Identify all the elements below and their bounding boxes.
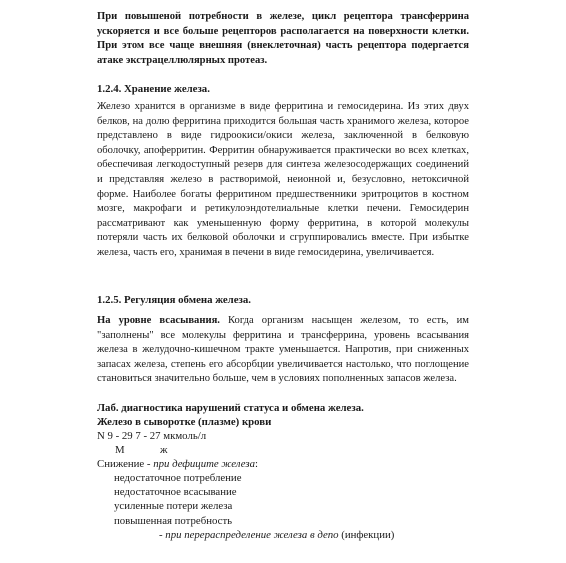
redistribution-text: при перераспределение железа в депо [165,529,339,541]
lab-sex-male: М [115,444,125,456]
lab-subtitle: Железо в сыворотке (плазме) крови [97,416,272,428]
regulation-lead: На уровне всасывания. [97,315,220,326]
cause-item: недостаточное потребление [114,472,242,484]
lab-decrease-line [97,457,258,471]
decrease-colon: : [255,458,259,470]
intro-paragraph: При повышеной потребности в железе, цикл рецептора трансферрина ускоряется и все больше рецепторов располагается на поверхности клетки. При этом все чаще внешняя (внеклеточная) часть рецептора подергается атаке экстрацеллюлярных протеаз. [97,11,469,66]
section-storage-body: Железо хранится в организме в виде ферритина и гемосидерина. Из этих двух белков, на долю ферритина приходится большая часть хранимого железа, которое представлено в виде гидроокиси/окиси железа, заключенной в белковую оболочку, апоферритин. Ферритин обнаруживается практически во всех клетках, обеспечивая легкодоступный резерв для синтеза железосодержащих соединений и представляя железо в растворимой, неионной и, безусловно, нетоксичной форме. Наиболее богаты ферритином предшественники эритроцитов в костном мозге, макрофаги и ретикулоэндотелиальные клетки печени. Гемосидерин рассматривают как уменьшенную форму ферритина, в которой молекулы потеряли часть их белковой оболочки и сгруппировались вместе. При избытке железа, часть его, хранимая в печени в виде гемосидерина, увеличивается. [97,101,469,258]
lab-title: Лаб. диагностика нарушений статуса и обмена железа. [97,402,364,414]
cause-item: недостаточное всасывание [114,486,237,499]
redistribution-suffix: (инфекции) [338,529,395,541]
redistribution-prefix: - [159,529,166,541]
cause-list [114,471,242,528]
section-regulation-paragraph [97,314,469,387]
section-storage-heading: 1.2.4. Хранение железа. [97,83,210,95]
regulation-body: Когда организм насыщен железом, то есть, им "заполнены" все молекулы ферритина и трансферрина, уровень всасывания железа в желудочно-кишечном тракте уменьшается. Напротив, при сниженных запасах железа, степень его абсорбции увеличивается настолько, что поглощение становиться значительно больше, чем в условиях пополненных запасов железа. [97,315,470,385]
decrease-cause: при дефиците железа [153,458,256,470]
lab-norm-line: N 9 - 29 7 - 27 мкмоль/л [97,430,207,442]
cause-item: повышенная потребность [114,514,233,527]
cause-item: усиленные потери железа [114,500,233,513]
redistribution-line [159,528,394,542]
section-regulation-heading: 1.2.5. Регуляция обмена железа. [97,294,251,306]
lab-sex-female: ж [160,444,168,456]
decrease-label: Снижение - [97,458,154,470]
